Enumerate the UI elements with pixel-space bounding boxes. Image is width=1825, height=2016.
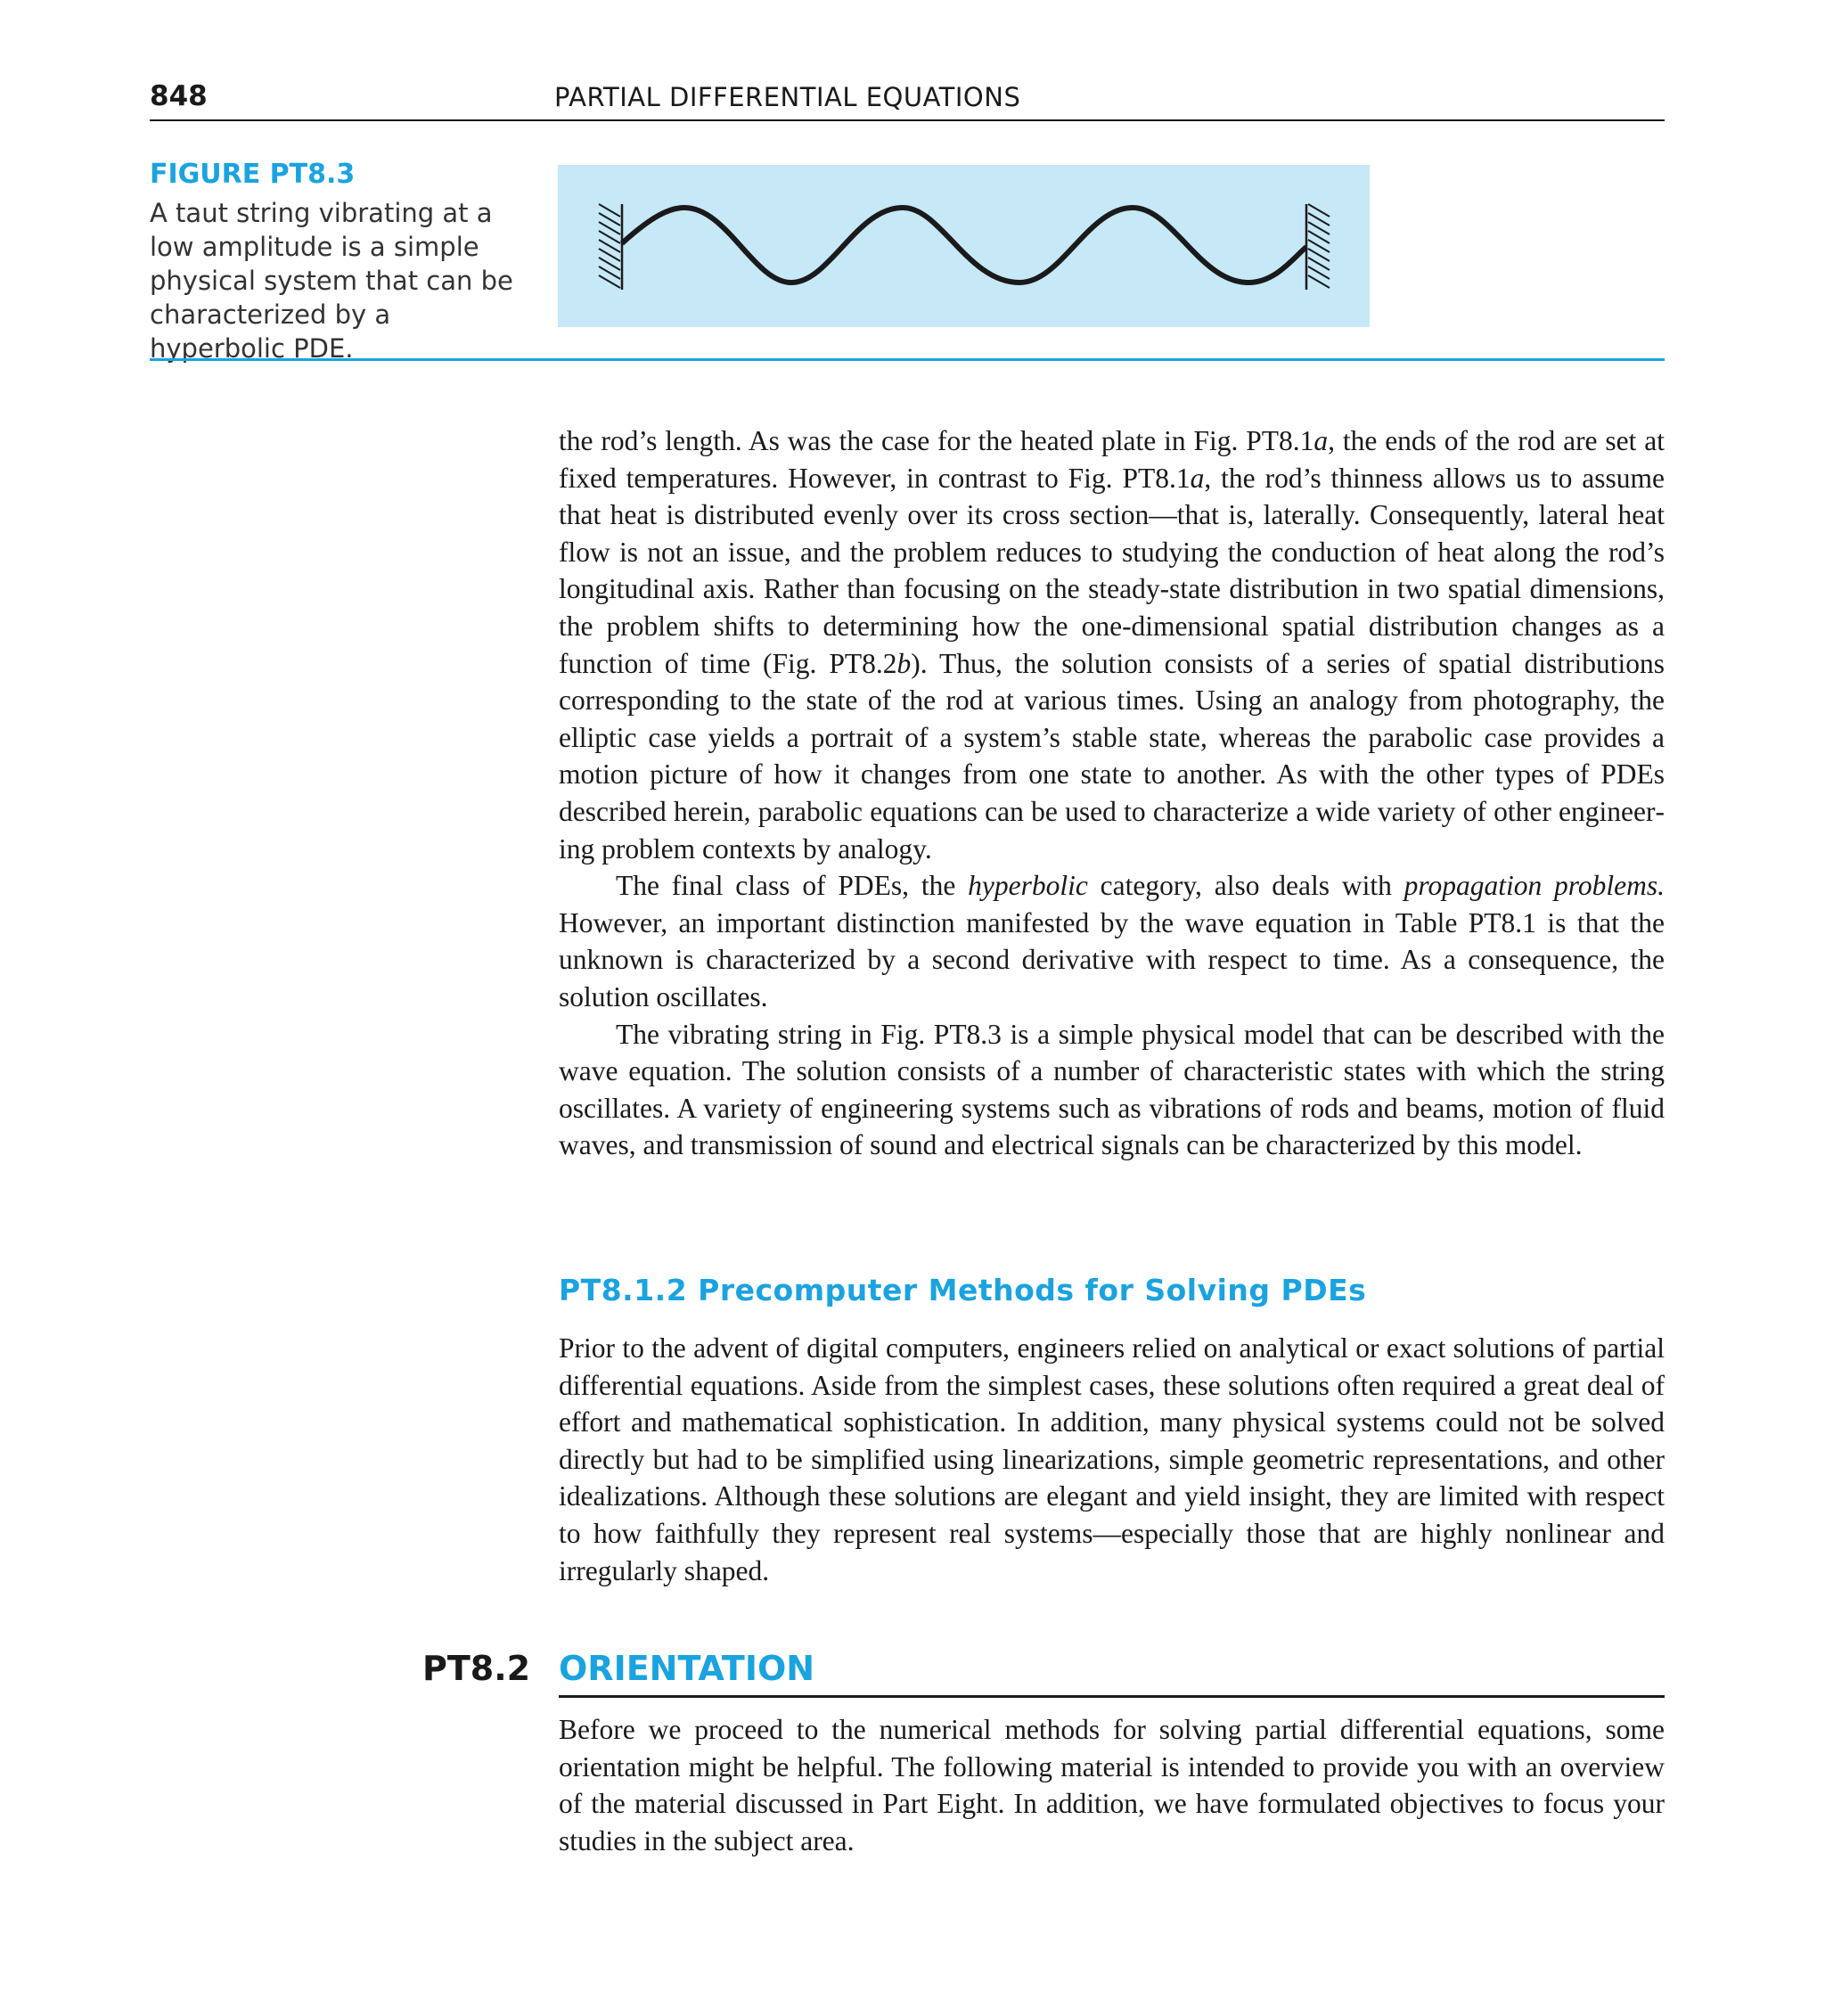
italic-run: hyperbolic: [968, 870, 1088, 902]
running-head: PARTIAL DIFFERENTIAL EQUATIONS: [554, 82, 1021, 112]
figure-caption: A taut string vibrating at a low amplitude is a simple physical system that can be characterized by a hyperbolic PDE.: [150, 198, 513, 364]
page-number: 848: [150, 80, 208, 112]
section-divider: [559, 1695, 1665, 1698]
body-text-block: [559, 422, 1665, 1164]
text-run: the rod’s length. As was the case for the heated plate in Fig. PT8.1: [559, 425, 1314, 456]
italic-run: a: [1314, 425, 1329, 456]
text-run: ). Thus, the solution consists of a series of spatial distributions corresponding to the state of the rod at various times. Using an analogy from photography, the elliptic case yields a portrait of a system’s stable state, whereas the parabolic case provides a motion picture of how it changes from one state to another. As with the other types of PDEs described herein, parabolic equations can be used to characterize a wide variety of other engineering problem contexts by analogy.: [559, 647, 1665, 865]
section-number: PT8.2: [422, 1649, 531, 1688]
text-run: The final class of PDEs, the: [616, 870, 969, 902]
paragraph: The vibrating string in Fig. PT8.3 is a simple physical model that can be described with the wave equation. The solution consists of a number of characteristic states with which the string oscillates. A variety of engineering systems such as vibrations of rods and beams, motion of fluid waves, and transmission of sound and electrical signals can be characterized by this model.: [559, 1018, 1665, 1161]
figure-label: FIGURE PT8.3: [150, 159, 356, 190]
subsection-text-block: [559, 1330, 1665, 1589]
text-run: category, also deals with: [1087, 870, 1404, 902]
paragraph: Before we proceed to the numerical methods for solving partial differential equations, some orientation might be helpful. The following material is intended to provide you with an overview of the material discussed in Part Eight. In addition, we have formulated objectives to focus your studies in the subject area.: [559, 1714, 1665, 1856]
figure-pt8-3-vibrating-string: [558, 165, 1370, 327]
text-run: , the rod’s thinness allows us to assume that heat is distributed evenly over its cross section—that is, laterally. Consequently, lateral heat flow is not an issue, and the problem reduces to studying the conduction of heat along the rod’s longitudinal axis. Rather than focusing on the steady-state distribution in two spatial dimensions, the problem shifts to determining how the one-dimensional spatial distribution changes as a function of time (Fig. PT8.2: [559, 462, 1665, 679]
page-header: [150, 77, 1665, 121]
text-run: However, an important distinction manifested by the wave equation in Table PT8.1 is that the unknown is characterized by a second derivative with respect to time. As a consequence, the solution oscillates.: [559, 906, 1665, 1012]
italic-run: a: [1190, 462, 1205, 494]
section-text-block: [559, 1711, 1665, 1859]
vibrating-string-illustration: [558, 165, 1370, 327]
italic-run: b: [896, 647, 912, 679]
subsection-heading: PT8.1.2 Precomputer Methods for Solving PDEs: [559, 1273, 1367, 1307]
paragraph: Prior to the advent of digital computers, engineers relied on analytical or exact solutions of partial differential equations. Aside from the simplest cases, these solutions often required a great deal of effort and mathematical sophistication. In addition, many physical systems could not be solved directly but had to be simplified using linearizations, simple geometric representations, and other idealizations. Although these solutions are elegant and yield insight, they are limited with respect to how faithfully they represent real systems—especially those that are highly nonlinear and irregularly shaped.: [559, 1332, 1665, 1586]
text-run: , the ends of the rod are set at fixed temperatures. However, in contrast to Fig. PT8.1: [559, 425, 1665, 494]
paragraph: [559, 867, 1665, 1015]
paragraph: [559, 422, 1665, 867]
right-support: [1306, 204, 1330, 290]
section-title: ORIENTATION: [559, 1649, 815, 1688]
figure-divider: [150, 358, 1665, 361]
left-support: [599, 204, 622, 290]
italic-run: propagation problems.: [1404, 870, 1665, 902]
string-wave: [622, 208, 1306, 283]
